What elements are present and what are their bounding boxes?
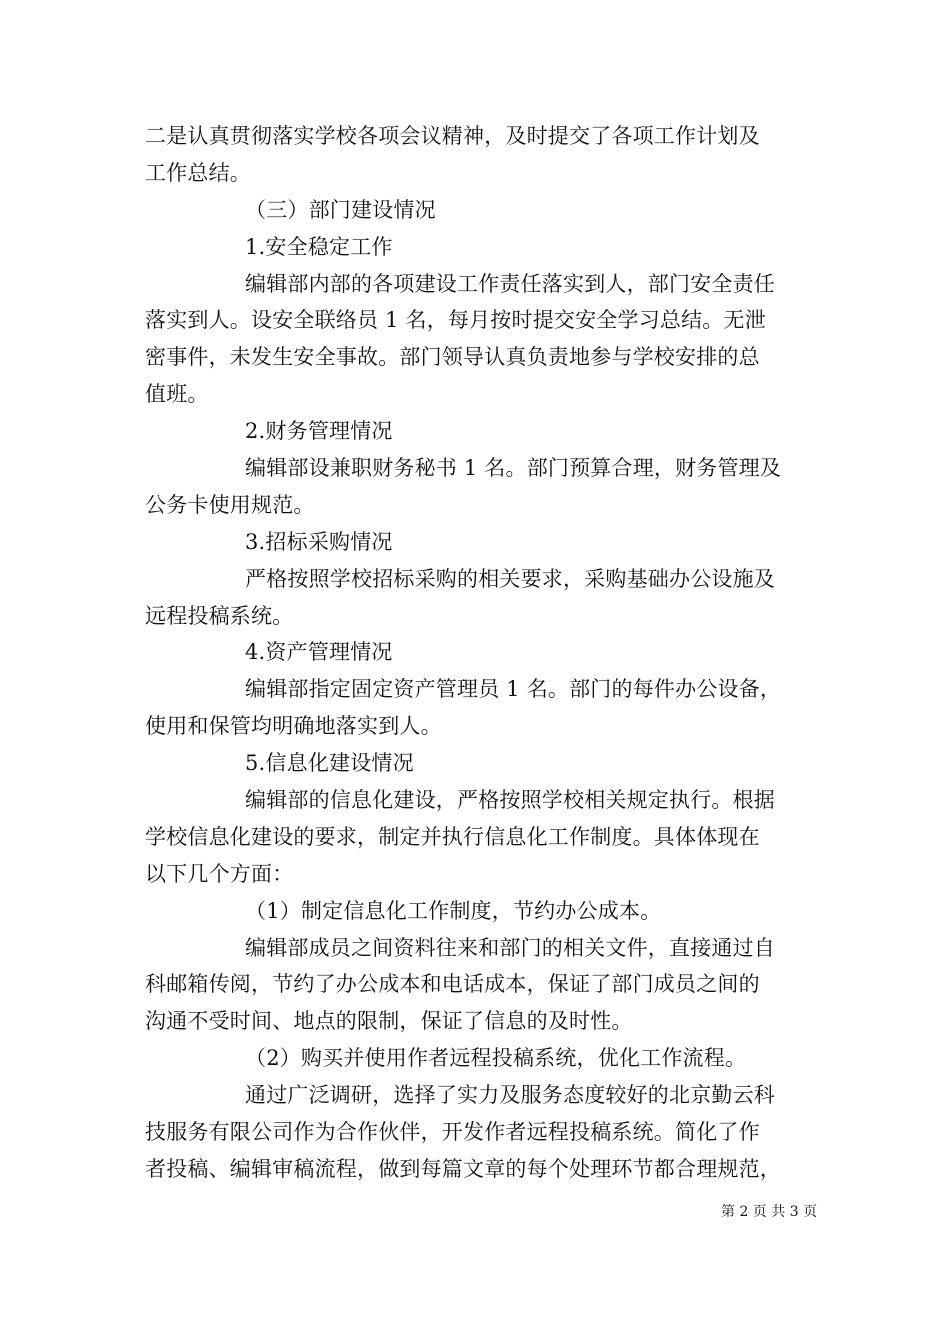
text-line: 以下几个方面： bbox=[145, 861, 294, 886]
text-line: 远程投稿系统。 bbox=[145, 603, 294, 628]
text-line: 学校信息化建设的要求，制定并执行信息化工作制度。具体体现在 bbox=[145, 824, 760, 849]
text-line: 通过广泛调研，选择了实力及服务态度较好的北京勤云科 bbox=[245, 1083, 775, 1108]
text-line: 公务卡使用规范。 bbox=[145, 492, 315, 517]
subsection-heading: 4.资产管理情况 bbox=[245, 640, 393, 665]
section-heading: （三）部门建设情况 bbox=[245, 197, 436, 222]
text-line: 沟通不受时间、地点的限制，保证了信息的及时性。 bbox=[145, 1009, 633, 1034]
text-line: 值班。 bbox=[145, 382, 209, 407]
text-line: 使用和保管均明确地落实到人。 bbox=[145, 714, 442, 739]
text-line: 编辑部设兼职财务秘书 1 名。部门预算合理，财务管理及 bbox=[245, 456, 782, 481]
document-body bbox=[145, 118, 810, 1188]
text-line: 编辑部成员之间资料往来和部门的相关文件，直接通过自 bbox=[245, 935, 775, 960]
text-line: 技服务有限公司作为合作伙伴，开发作者远程投稿系统。简化了作 bbox=[145, 1120, 760, 1145]
text-line: 落实到人。设安全联络员 1 名，每月按时提交安全学习总结。无泄 bbox=[145, 308, 766, 333]
page-number-footer: 第 2 页 共 3 页 bbox=[721, 1204, 818, 1220]
text-line: 科邮箱传阅，节约了办公成本和电话成本，保证了部门成员之间的 bbox=[145, 972, 760, 997]
text-line: 编辑部指定固定资产管理员 1 名。部门的每件办公设备， bbox=[245, 677, 782, 702]
item-heading: （1）制定信息化工作制度，节约办公成本。 bbox=[245, 898, 662, 923]
text-line: 二是认真贯彻落实学校各项会议精神，及时提交了各项工作计划及 bbox=[145, 124, 760, 148]
text-line: 严格按照学校招标采购的相关要求，采购基础办公设施及 bbox=[245, 566, 775, 591]
text-line: 编辑部的信息化建设，严格按照学校相关规定执行。根据 bbox=[245, 788, 775, 813]
text-line: 者投稿、编辑审稿流程，做到每篇文章的每个处理环节都合理规范， bbox=[145, 1156, 781, 1181]
subsection-heading: 2.财务管理情况 bbox=[245, 419, 393, 444]
text-line: 密事件，未发生安全事故。部门领导认真负责地参与学校安排的总 bbox=[145, 345, 760, 370]
subsection-heading: 3.招标采购情况 bbox=[245, 529, 393, 554]
subsection-heading: 5.信息化建设情况 bbox=[245, 751, 414, 776]
text-line: 工作总结。 bbox=[145, 160, 251, 185]
subsection-heading: 1.安全稳定工作 bbox=[245, 234, 393, 259]
text-line: 编辑部内部的各项建设工作责任落实到人，部门安全责任 bbox=[245, 271, 775, 296]
item-heading: （2）购买并使用作者远程投稿系统，优化工作流程。 bbox=[245, 1046, 747, 1071]
